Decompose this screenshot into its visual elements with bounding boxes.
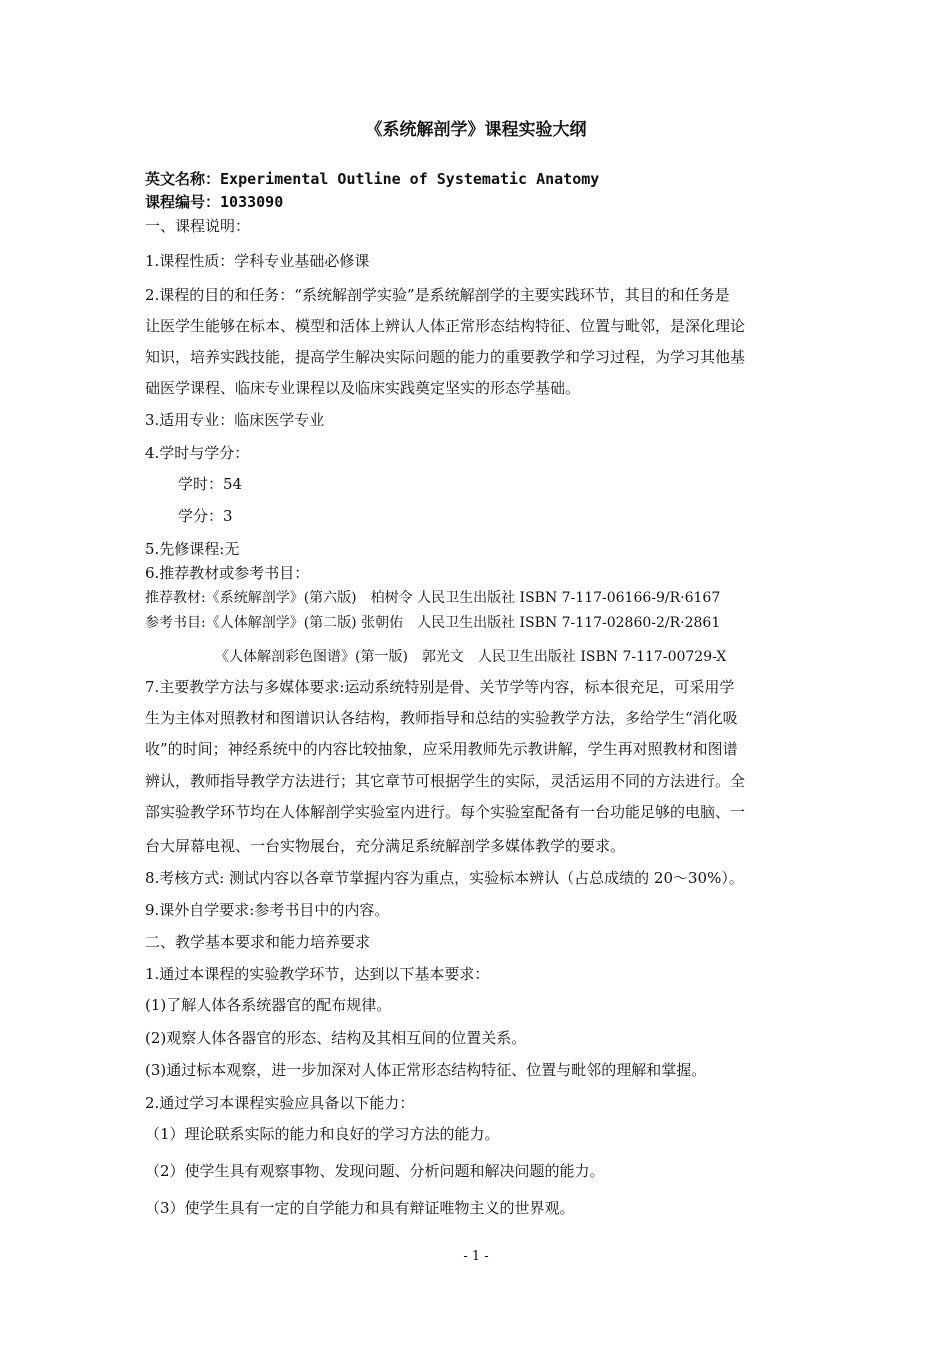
purpose-line: 知识，培养实践技能，提高学生解决实际问题的能力的重要教学和学习过程，为学习其他基 [145,348,746,366]
method-line: 部实验教学环节均在人体解剖学实验室内进行。每个实验室配备有一台功能足够的电脑、一 [145,803,746,821]
requirement-item: (1)了解人体各系统器官的配布规律。 [145,996,392,1014]
books-heading: 6.推荐教材或参考书目： [145,564,310,582]
hours-credits-heading: 4.学时与学分： [145,444,250,462]
assessment-method: 8.考核方式: 测试内容以各章节掌握内容为重点，实验标本辨认（占总成绩的 20～30%）。 [145,869,744,887]
english-name-line [145,169,599,189]
page-title: 《系统解剖学》课程实验大纲 [365,120,587,140]
credits-value: 学分：3 [178,507,233,525]
applicable-major: 3.适用专业：临床医学专业 [145,411,325,429]
course-code-line [145,192,283,212]
purpose-line: 2.课程的目的和任务：“系统解剖学实验”是系统解剖学的主要实践环节，其目的和任务是 [145,286,730,304]
english-name-value: Experimental Outline of Systematic Anatomy [220,170,600,188]
method-line: 生为主体对照教材和图谱识认各结构，教师指导和总结的实验教学方法，多给学生“消化吸 [145,709,738,727]
ability-item: （2）使学生具有观察事物、发现问题、分析问题和解决问题的能力。 [145,1162,605,1180]
requirements-heading: 1.通过本课程的实验教学环节，达到以下基本要求： [145,965,490,983]
course-nature: 1.课程性质：学科专业基础必修课 [145,252,370,270]
requirement-item: (2)观察人体各器官的形态、结构及其相互间的位置关系。 [145,1029,527,1047]
method-line: 台大屏幕电视、一台实物展台，充分满足系统解剖学多媒体教学的要求。 [145,837,626,855]
prerequisite: 5.先修课程:无 [145,540,240,558]
course-code-value: 1033090 [220,193,284,211]
recommended-textbook: 推荐教材:《系统解剖学》(第六版) 柏树令 人民卫生出版社 ISBN 7-117-06166-9/R·6167 [145,590,721,606]
purpose-line: 础医学课程、临床专业课程以及临床实践奠定坚实的形态学基础。 [145,379,581,397]
self-study-requirement: 9.课外自学要求:参考书目中的内容。 [145,901,390,919]
reference-book: 参考书目:《人体解剖学》(第二版) 张朝佑 人民卫生出版社 ISBN 7-117-02860-2/R·2861 [145,615,721,631]
purpose-line: 让医学生能够在标本、模型和活体上辨认人体正常形态结构特征、位置与毗邻，是深化理论 [145,317,746,335]
abilities-heading: 2.通过学习本课程实验应具备以下能力： [145,1094,415,1112]
ability-item: （1）理论联系实际的能力和良好的学习方法的能力。 [145,1125,500,1143]
method-line: 收”的时间；神经系统中的内容比较抽象，应采用教师先示教讲解，学生再对照教材和图谱 [145,740,738,758]
reference-book: 《人体解剖彩色图谱》(第一版) 郭光文 人民卫生出版社 ISBN 7-117-00729-X [215,649,727,665]
section2-heading: 二、教学基本要求和能力培养要求 [145,933,371,951]
requirement-item: (3)通过标本观察，进一步加深对人体正常形态结构特征、位置与毗邻的理解和掌握。 [145,1061,707,1079]
method-line: 辨认，教师指导教学方法进行；其它章节可根据学生的实际，灵活运用不同的方法进行。全 [145,772,746,790]
page-number: - 1 - [463,1249,489,1264]
hours-value: 学时：54 [178,475,243,493]
ability-item: （3）使学生具有一定的自学能力和具有辩证唯物主义的世界观。 [145,1199,575,1217]
section1-heading: 一、课程说明： [145,217,251,235]
course-code-label: 课程编号： [145,193,221,211]
english-name-label: 英文名称： [145,170,221,188]
method-line: 7.主要教学方法与多媒体要求:运动系统特别是骨、关节学等内容，标本很充足，可采用学 [145,678,735,696]
